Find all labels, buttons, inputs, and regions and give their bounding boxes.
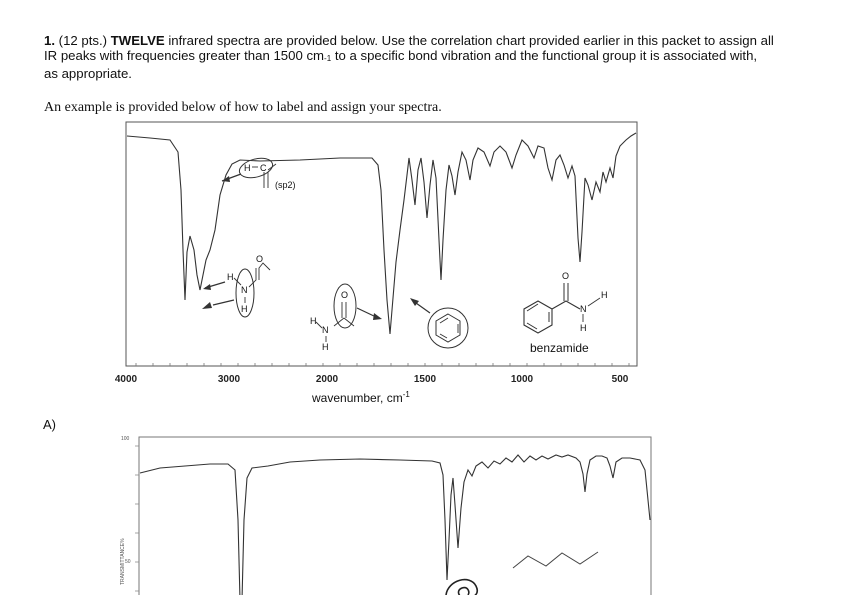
atom-h-4: H	[310, 316, 317, 326]
example-plot-frame	[126, 122, 637, 366]
x-tick-500: 500	[611, 374, 629, 385]
spectrum-a-label: A)	[43, 417, 56, 432]
example-instruction: An example is provided below of how to label and assign your spectra.	[44, 100, 442, 115]
atom-n: N	[241, 285, 248, 295]
atom-c: C	[260, 163, 267, 173]
atom-h-2: H	[227, 272, 234, 282]
atom-h-5: H	[322, 342, 329, 352]
atom-n-2: N	[322, 325, 329, 335]
atom-o: O	[256, 254, 264, 264]
spectrum-a-y-ticks	[135, 446, 139, 591]
x-axis-title: wavenumber, $cm^{-1}$	[312, 390, 410, 405]
sp2-label: (sp2)	[275, 180, 296, 190]
x-tick-1000: 1000	[510, 374, 534, 385]
example-spectrum	[115, 122, 637, 405]
benzamide-ring-icon	[524, 301, 552, 333]
example-spectrum-trace	[127, 133, 636, 334]
benzamide-structure	[524, 271, 608, 355]
arrow-icon-4	[373, 313, 382, 320]
question-keyword: TWELVE	[110, 33, 165, 48]
benzamide-o: O	[562, 271, 570, 281]
question-points: (12 pts.)	[58, 33, 108, 48]
arrow-icon-3	[203, 284, 211, 290]
y-tick-50: 50	[125, 559, 131, 565]
question-body-1: infrared spectra are provided below. Use the correlation chart provided earlier in this packet to assign all IR peaks with frequencies greater than 1500 cm	[44, 33, 774, 63]
benzamide-h1: H	[601, 290, 608, 300]
x-tick-3000: 3000	[217, 374, 241, 385]
compound-name: benzamide	[530, 341, 589, 355]
x-tick-4000: 4000	[114, 374, 138, 385]
question-body-2: to a specific bond vibration and the functional group it is associated with, as appropriate.	[44, 48, 758, 81]
atom-h: H	[244, 163, 251, 173]
spectrum-a	[120, 436, 651, 595]
arrow-icon-2	[202, 302, 212, 309]
benzamide-n: N	[580, 304, 587, 314]
handwritten-circle-mark	[446, 580, 477, 595]
x-tick-2000: 2000	[315, 374, 339, 385]
spectrum-a-trace	[140, 455, 650, 595]
benzamide-h2: H	[580, 323, 587, 333]
unit-subscript: -1	[324, 54, 332, 63]
carbonyl-annotation	[310, 284, 382, 352]
nh-stretch-annotation	[202, 254, 270, 317]
y-axis-title: TRANSMITTANCE%	[120, 538, 126, 585]
y-tick-100: 100	[121, 436, 130, 442]
question-number: 1.	[44, 33, 55, 48]
atom-o-2: O	[341, 290, 349, 300]
spectrum-a-frame	[139, 437, 651, 595]
aromatic-annotation	[410, 298, 468, 348]
atom-h-3: H	[241, 304, 248, 314]
x-tick-1500: 1500	[413, 374, 437, 385]
handwritten-zigzag-sketch	[513, 552, 598, 568]
